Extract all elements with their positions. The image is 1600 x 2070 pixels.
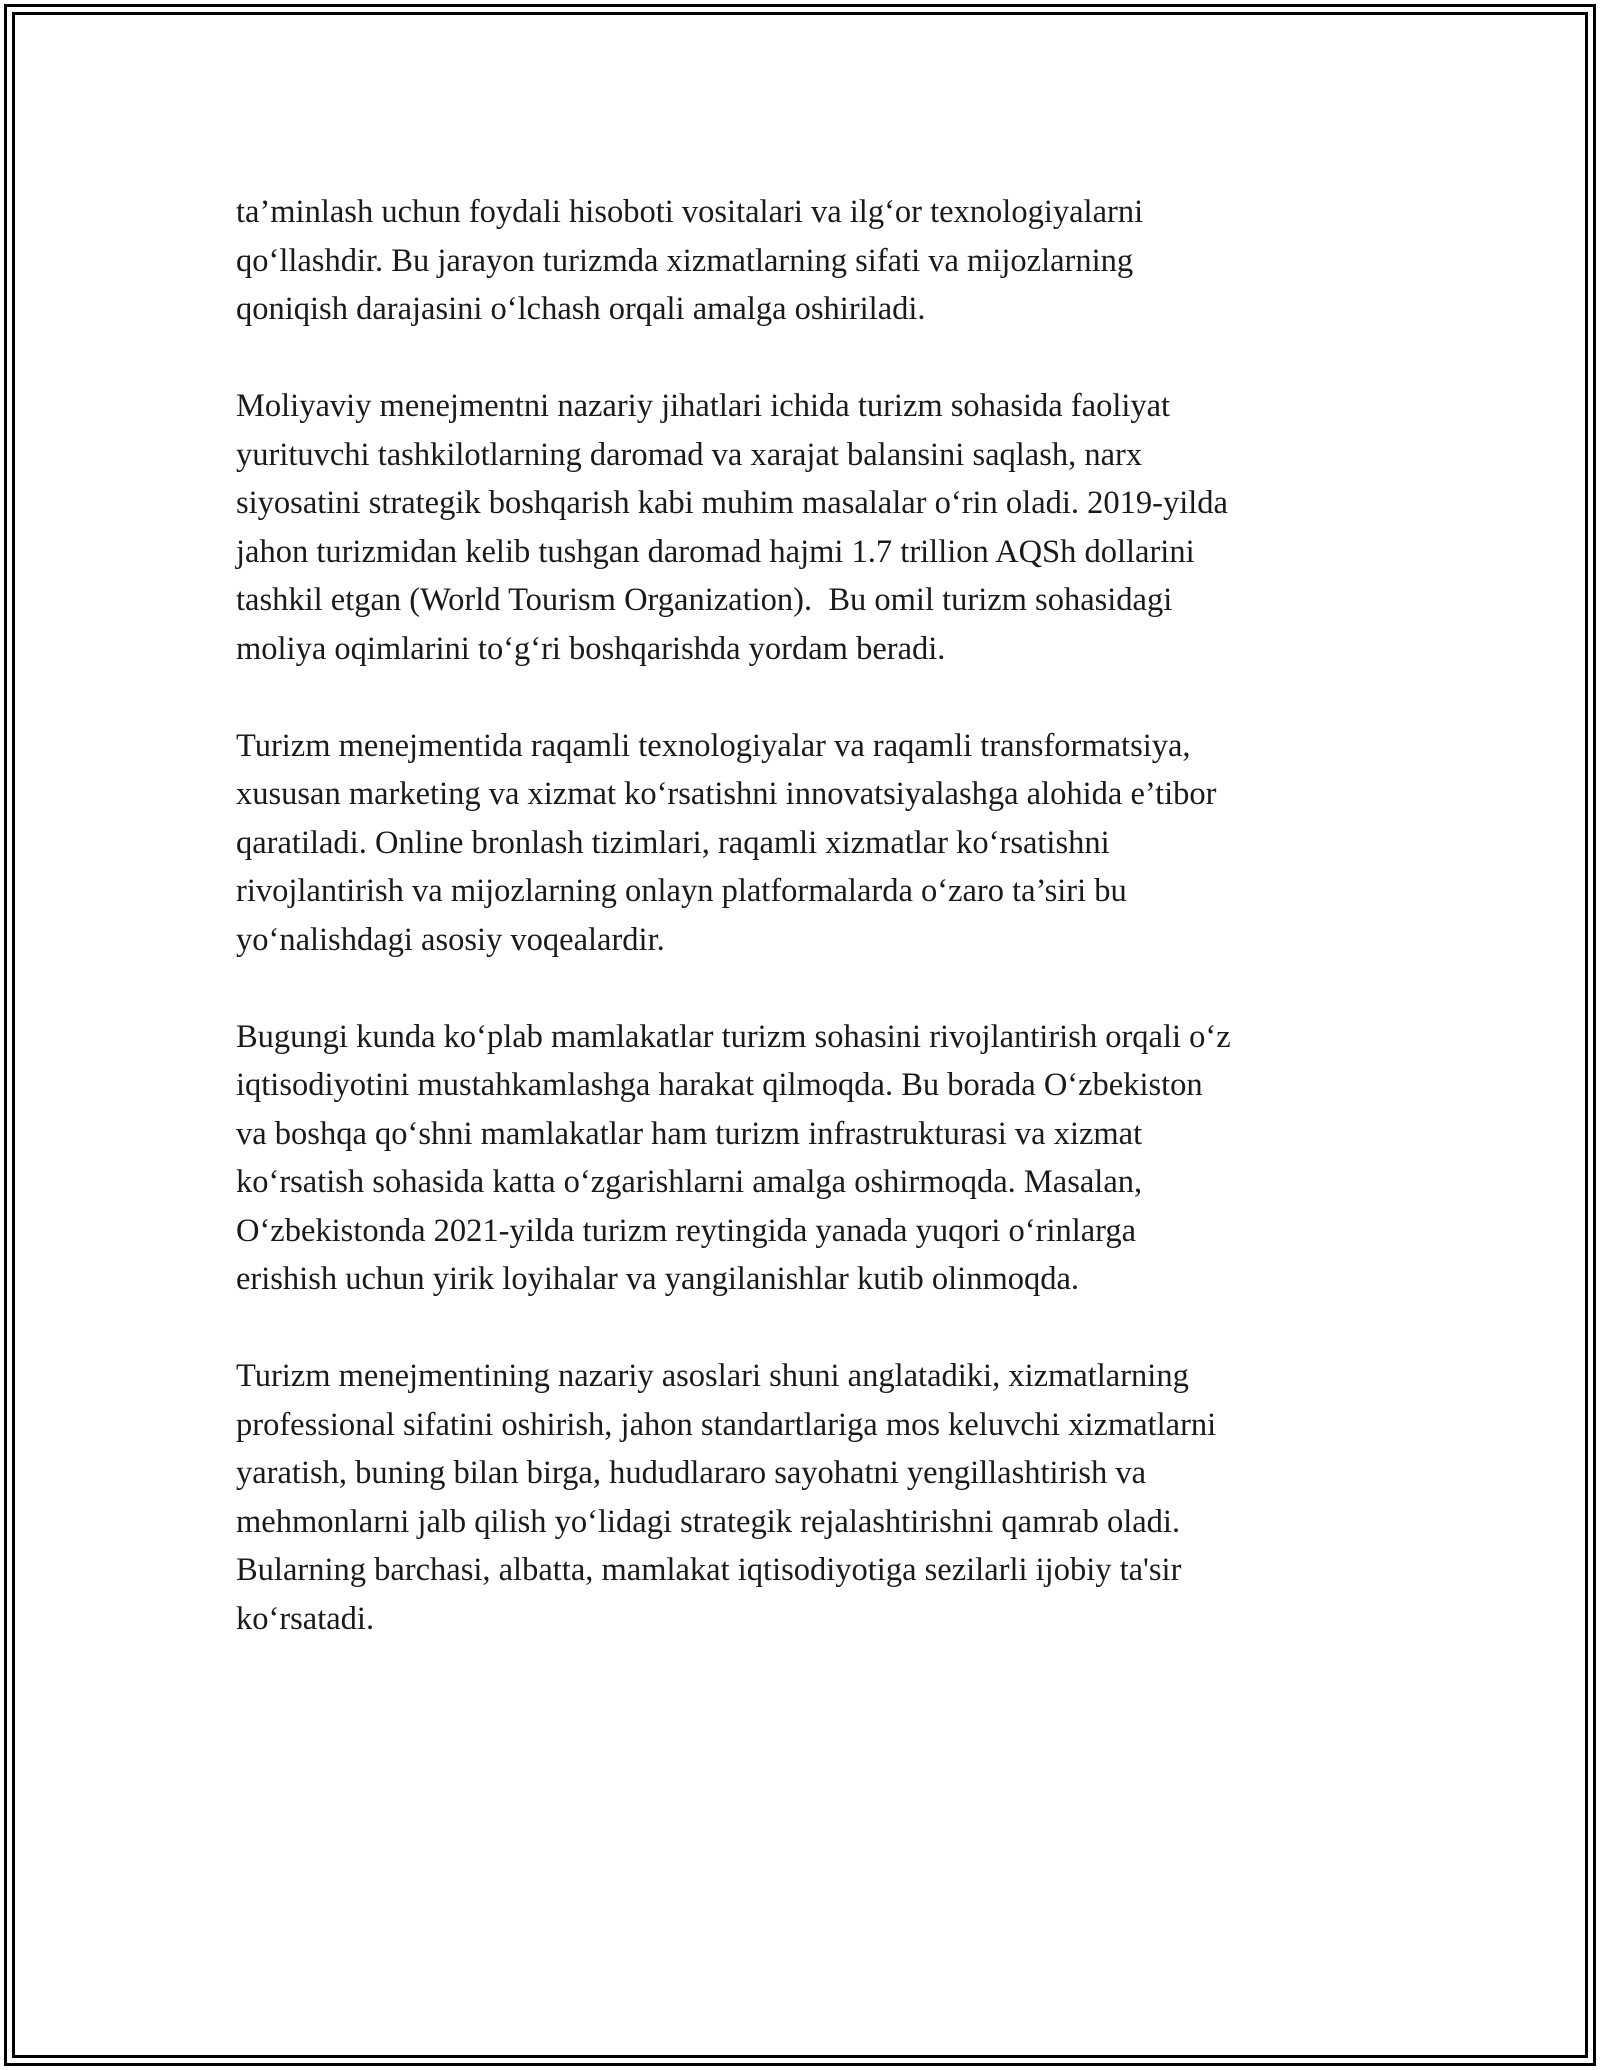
text-line: ta’minlash uchun foydali hisoboti vositalari va ilg‘or texnologiyalarni xyxy=(236,194,1144,230)
text-line: qoniqish darajasini o‘lchash orqali amalga oshiriladi. xyxy=(236,291,926,327)
paragraph-2 xyxy=(236,382,1376,673)
text-line: ko‘rsatish sohasida katta o‘zgarishlarni amalga oshirmoqda. Masalan, xyxy=(236,1164,1143,1200)
paragraph-4 xyxy=(236,1013,1376,1304)
paragraph-5 xyxy=(236,1352,1376,1643)
text-line: moliya oqimlarini to‘g‘ri boshqarishda yordam beradi. xyxy=(236,630,946,667)
text-line: yo‘nalishdagi asosiy voqealardir. xyxy=(236,921,665,958)
text-line: mehmonlarni jalb qilish yo‘lidagi strategik rejalashtirishni qamrab oladi. xyxy=(236,1503,1181,1540)
text-line: Moliyaviy menejmentni nazariy jihatlari ichida turizm sohasida faoliyat xyxy=(236,388,1171,424)
text-line: iqtisodiyotini mustahkamlashga harakat qilmoqda. Bu borada O‘zbekiston xyxy=(236,1067,1203,1103)
text-line: erishish uchun yirik loyihalar va yangilanishlar kutib olinmoqda. xyxy=(236,1261,1080,1297)
text-line: xususan marketing va xizmat ko‘rsatishni innovatsiyalashga alohida e’tibor xyxy=(236,776,1217,812)
text-line: Turizm menejmentining nazariy asoslari shuni anglatadiki, xizmatlarning xyxy=(236,1358,1189,1394)
text-line: Turizm menejmentida raqamli texnologiyalar va raqamli transformatsiya, xyxy=(236,727,1191,764)
text-line: tashkil etgan (World Tourism Organization). Bu omil turizm sohasidagi xyxy=(236,582,1173,618)
text-line: qaratiladi. Online bronlash tizimlari, raqamli xizmatlar ko‘rsatishni xyxy=(236,824,1110,861)
text-line: yurituvchi tashkilotlarning daromad va xarajat balansini saqlash, narx xyxy=(236,436,1143,473)
document-body xyxy=(236,188,1376,1692)
text-line: rivojlantirish va mijozlarning onlayn platformalarda o‘zaro ta’siri bu xyxy=(236,873,1127,909)
text-line: va boshqa qo‘shni mamlakatlar ham turizm infrastrukturasi va xizmat xyxy=(236,1115,1143,1152)
text-line: jahon turizmidan kelib tushgan daromad hajmi 1.7 trillion AQSh dollarini xyxy=(236,533,1195,570)
paragraph-1 xyxy=(236,188,1376,334)
text-line: Bularning barchasi, albatta, mamlakat iqtisodiyotiga sezilarli ijobiy ta'sir xyxy=(236,1552,1182,1588)
text-line: ko‘rsatadi. xyxy=(236,1600,375,1637)
text-line: yaratish, buning bilan birga, hududlararo sayohatni yengillashtirish va xyxy=(236,1455,1147,1491)
paragraph-3 xyxy=(236,722,1376,965)
text-line: siyosatini strategik boshqarish kabi muhim masalalar o‘rin oladi. 2019-yilda xyxy=(236,485,1228,521)
text-line: qo‘llashdir. Bu jarayon turizmda xizmatlarning sifati va mijozlarning xyxy=(236,242,1134,279)
text-line: professional sifatini oshirish, jahon standartlariga mos keluvchi xizmatlarni xyxy=(236,1406,1217,1443)
text-line: O‘zbekistonda 2021-yilda turizm reytingida yanada yuqori o‘rinlarga xyxy=(236,1212,1137,1249)
text-line: Bugungi kunda ko‘plab mamlakatlar turizm sohasini rivojlantirish orqali o‘z xyxy=(236,1018,1231,1055)
